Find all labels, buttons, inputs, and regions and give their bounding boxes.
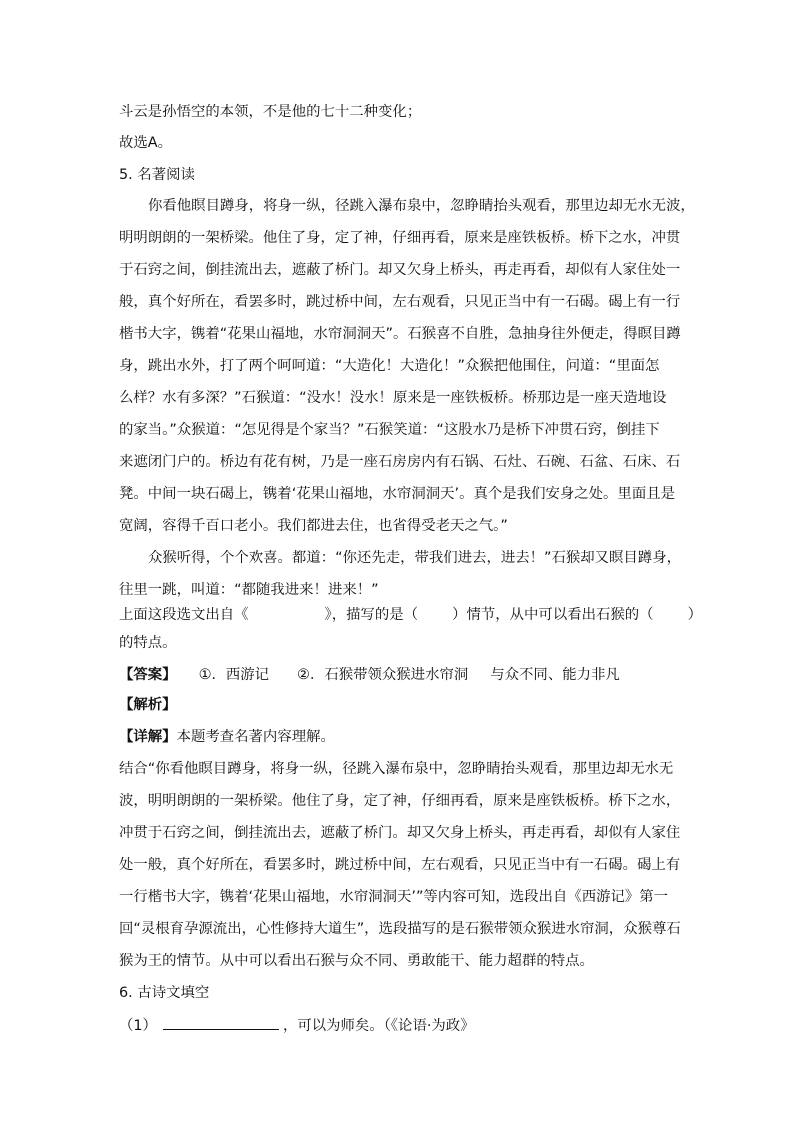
explanation-line: 猴为王的情节。从中可以看出石猴与众不同、勇敢能干、能力超群的特点。	[119, 953, 594, 969]
detail-row	[119, 727, 335, 747]
passage-line: 往里一跳，叫道：“都随我进来！进来！”	[119, 582, 379, 598]
question-6-title: 6. 古诗文填空	[119, 985, 210, 1001]
answer-2: ②．石猴带领众猴进水帘洞	[297, 667, 469, 683]
prompt-part: ）	[687, 607, 702, 623]
passage-line: 于石窍之间，倒挂流出去，遮蔽了桥门。却又欠身上桥头，再走再看，却似有人家住处一	[119, 262, 681, 278]
passage-line: 么样？水有多深？”石猴道：“没水！没水！原来是一座铁板桥。桥那边是一座天造地设	[119, 390, 667, 406]
text-line: 故选A。	[119, 135, 173, 151]
detail-label: 【详解】	[119, 729, 177, 745]
answer-blank[interactable]	[163, 1015, 279, 1030]
passage-line: 凳。中间一块石碣上，镌着‘花果山福地，水帘洞洞天’。真个是我们安身之处。里面且是	[119, 486, 675, 502]
explanation-line: 结合“你看他瞑目蹲身，将身一纵，径跳入瀑布泉中，忽睁睛抬头观看，那里边却无水无	[119, 761, 674, 777]
question-5-title: 5. 名著阅读	[119, 167, 195, 183]
answer-row	[119, 665, 620, 685]
passage-line: 宽阔，容得千百口老小。我们都进去住，也省得受老天之气。”	[119, 518, 508, 534]
explanation-line: 一行楷书大字，镌着‘花果山福地，水帘洞洞天’”等内容可知，选段出自《西游记》第一	[119, 889, 669, 905]
passage-line: 身，跳出水外，打了两个呵呵道：“大造化！大造化！”众猴把他围住，问道：“里面怎	[119, 358, 660, 374]
passage-line: 来遮闭门户的。桥边有花有树，乃是一座石房房内有石锅、石灶、石碗、石盆、石床、石	[119, 454, 681, 470]
prompt-part: 》，描写的是（	[324, 607, 419, 623]
explanation-line: 波，明明朗朗的一架桥梁。他住了身，定了神，仔细再看，原来是座铁板桥。桥下之水，	[119, 793, 681, 809]
analysis-label: 【解析】	[119, 697, 177, 713]
prompt-part: 上面这段选文出自《	[119, 607, 249, 623]
text-line: 斗云是孙悟空的本领，不是他的七十二种变化；	[119, 104, 422, 120]
answer-3: 与众不同、能力非凡	[490, 667, 620, 683]
passage-line: 的家当。”众猴道：“怎见得是个家当？”石猴笑道：“这股水乃是桥下冲贯石窍，倒挂下	[119, 422, 660, 438]
answer-1: ①．西游记	[198, 667, 270, 683]
explanation-line: 处一般，真个好所在，看罢多时，跳过桥中间，左右观看，只见正当中有一石碣。碣上有	[119, 857, 681, 873]
question-prompt-end: 的特点。	[119, 635, 177, 651]
item-text: ，可以为师矣。（《论语·为政》	[282, 1018, 475, 1034]
passage-line: 你看他瞑目蹲身，将身一纵，径跳入瀑布泉中，忽睁睛抬头观看，那里边却无水无波，	[148, 198, 695, 214]
explanation-line: 冲贯于石窍之间，倒挂流出去，遮蔽了桥门。却又欠身上桥头，再走再看，却似有人家住	[119, 825, 681, 841]
passage-line: 楷书大字，镌着“花果山福地，水帘洞洞天”。石猴喜不自胜，急抽身往外便走，得瞑目蹲	[119, 326, 681, 342]
detail-text: 本题考查名著内容理解。	[176, 729, 335, 745]
item-number: （1）	[119, 1018, 157, 1034]
prompt-part: ）情节，从中可以看出石猴的（	[452, 607, 654, 623]
passage-line: 明明朗朗的一架桥梁。他住了身，定了神，仔细再看，原来是座铁板桥。桥下之水，冲贯	[119, 230, 681, 246]
fill-blank-row	[119, 1015, 475, 1036]
passage-line: 众猴听得，个个欢喜。都道：“你还先走，带我们进去，进去！”石猴却又瞑目蹲身，	[148, 550, 681, 566]
explanation-line: 回“灵根育孕源流出，心性修持大道生”，选段描写的是石猴带领众猴进水帘洞，众猴尊石	[119, 921, 681, 937]
question-prompt	[119, 605, 702, 625]
passage-line: 般，真个好所在，看罢多时，跳过桥中间，左右观看，只见正当中有一石碣。碣上有一行	[119, 294, 681, 310]
answer-label: 【答案】	[119, 667, 177, 683]
